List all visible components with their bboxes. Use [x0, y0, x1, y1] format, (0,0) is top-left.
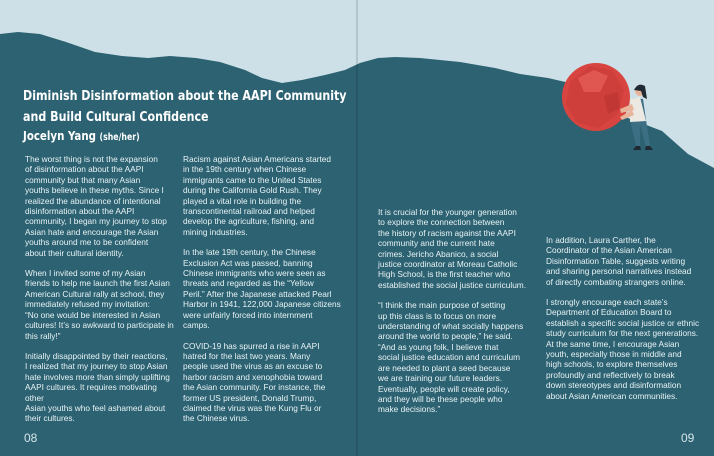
page-number-left: 08	[24, 431, 38, 445]
paragraph: “I think the main purpose of setting up this class is to focus on more understanding of what socially happens around the world to people,” he said. “And as young folk, I believe that social justice education and curriculum are needed to plant a seed because we are training our future leaders. Eventually, people will create policy, and they will be these people who make decisions.”	[378, 300, 524, 415]
paragraph: I strongly encourage each state’s Department of Education Board to establish a specific social justice or ethnic study curriculum for the next generations. At the same time, I encourage Asian youth, especially those in middle and high schools, to explore themselves profoundly and reflectively to break down stereotypes and disinformation about Asian American communities.	[546, 297, 700, 401]
author-pronouns: (she/her)	[99, 132, 140, 143]
paragraph: When I invited some of my Asian friends to help me launch the first Asian American Cultural rally at school, they immediately refused my invitation: “No one would be interested in Asian cultures! It’s so awkward to participate in this rally!”	[25, 268, 174, 341]
column-4	[546, 235, 703, 411]
article-title	[23, 86, 347, 128]
column-3	[378, 207, 532, 425]
page-number-right: 09	[681, 431, 695, 445]
paragraph: COVID-19 has spurred a rise in AAPI hatred for the last two years. Many people used the virus as an excuse to harbor racism and xenophobia toward the Asian community. For instance, the former US president, Donald Trump, claimed the virus was the Kung Flu or the Chinese virus.	[183, 340, 326, 424]
page-gutter	[356, 0, 358, 456]
column-1	[25, 154, 175, 434]
title-line-2: and Build Cultural Confidence	[23, 109, 209, 125]
title-line-1: Diminish Disinformation about the AAPI Community	[23, 88, 347, 104]
paragraph: The worst thing is not the expansion of disinformation about the AAPI community but that many Asian youths believe in these myths. Since I realized the abundance of intentional disinformation about the AAPI community, I began my journey to stop Asian hate and encourage the Asian youths around me to be confident about their cultural identity.	[25, 154, 167, 258]
paragraph: It is crucial for the younger generation to explore the connection between the history of racism against the AAPI community and the current hate crimes. Jericho Abanico, a social justice coordinator at Moreau Catholic High School, is the first teacher who established the social justice curriculum.	[378, 207, 527, 290]
author-byline	[23, 128, 140, 143]
column-2	[183, 154, 346, 434]
paragraph: In addition, Laura Carther, the Coordinator of the Asian American Disinformation Table, suggests writing and sharing personal narratives instead of directly combating strangers online.	[546, 235, 692, 287]
paragraph: Initially disappointed by their reactions, I realized that my journey to stop Asian hate involves more than simply uplifting AAPI cultures. It requires motivating other Asian youths who feel ashamed about their cultures.	[25, 350, 170, 424]
paragraph: Racism against Asian Americans started in the 19th century when Chinese immigrants came to the United States during the California Gold Rush. They played a vital role in building the transcontinental railroad and helped develop the agriculture, fishing, and mining industries.	[183, 154, 332, 237]
paragraph: In the late 19th century, the Chinese Exclusion Act was passed, banning Chinese immigrants who were seen as threats and regarded as the “Yellow Peril.” After the Japanese attacked Pearl Harbor in 1941, 122,000 Japanese citizens were unfairly forced into internment camps.	[183, 247, 341, 331]
author-name: Jocelyn Yang	[23, 128, 96, 143]
boulder-icon	[562, 63, 630, 131]
